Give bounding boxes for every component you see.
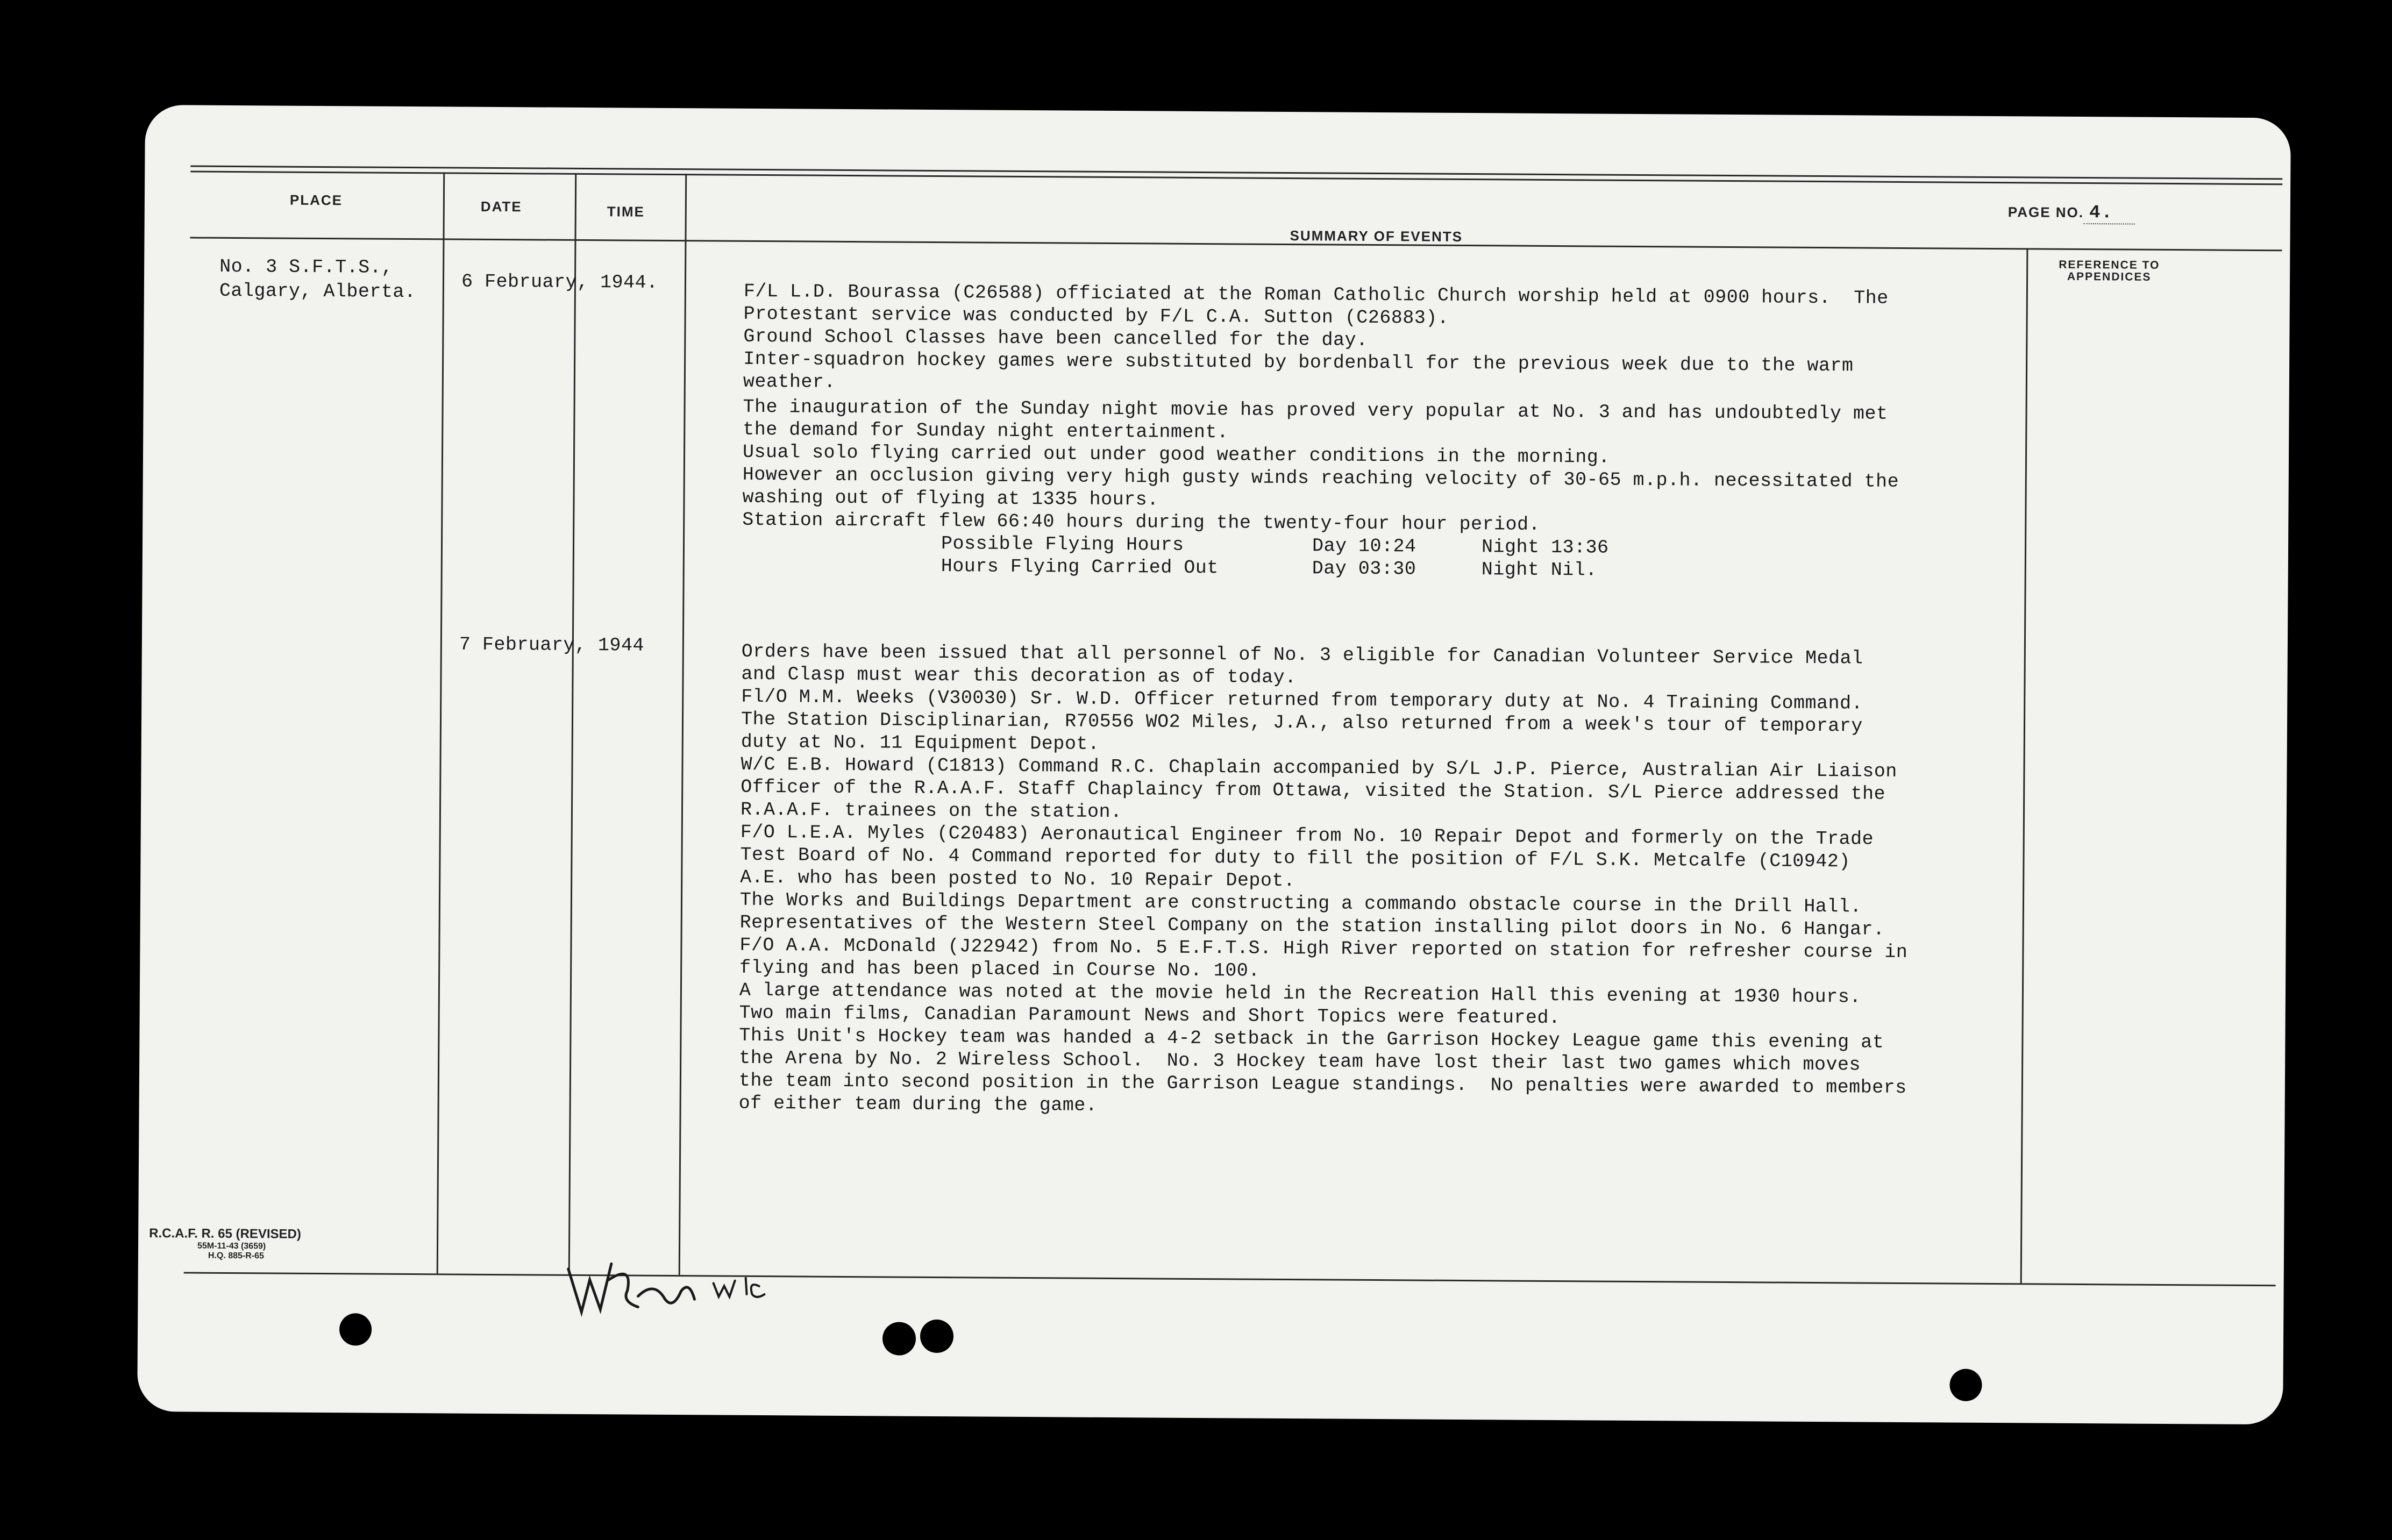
- summary-line: R.A.A.F. trainees on the station.: [740, 798, 1122, 823]
- diary-form-card: [137, 105, 2291, 1424]
- bottom-border-line: [184, 1272, 2276, 1286]
- reference-header-line1: REFERENCE TO: [2059, 258, 2160, 272]
- summary-line: Representatives of the Western Steel Company on the station installing pilot doors in No. 6 Hangar.: [739, 911, 1885, 940]
- summary-line: The Station Disciplinarian, R70556 WO2 Miles, J.A., also returned from a week's tour of temporary: [741, 708, 1863, 737]
- page-number-caption: PAGE NO.: [2007, 204, 2084, 221]
- reference-column-divider: [2020, 248, 2028, 1283]
- summary-line: Protestant service was conducted by F/L C.A. Sutton (C26883).: [743, 303, 1449, 329]
- page-number-value: 4.: [2084, 203, 2135, 225]
- summary-line: flying and has been placed in Course No. 100.: [739, 957, 1260, 982]
- summary-line: A.E. who has been posted to No. 10 Repair Depot.: [740, 866, 1295, 892]
- punch-hole: [339, 1313, 372, 1345]
- time-header: TIME: [607, 203, 645, 220]
- time-column-divider: [679, 174, 687, 1275]
- punch-hole: [920, 1320, 953, 1353]
- entry-date-1: 6 February, 1944.: [461, 270, 658, 294]
- summary-line: duty at No. 11 Equipment Depot.: [741, 731, 1100, 755]
- date-header: DATE: [480, 198, 522, 215]
- summary-line: and Clasp must wear this decoration as of today.: [741, 663, 1297, 689]
- reference-header: [2059, 259, 2160, 283]
- summary-line: the Arena by No. 2 Wireless School. No. 3 Hockey team have lost their last two games which moves: [739, 1047, 1861, 1076]
- summary-header: SUMMARY OF EVENTS: [1290, 227, 1463, 245]
- place-line2: Calgary, Alberta.: [219, 280, 416, 303]
- page-number-label: [2008, 202, 2135, 223]
- flying-hours-night: Night Nil.: [1481, 559, 1597, 581]
- summary-line: Officer of the R.A.A.F. Staff Chaplaincy from Ottawa, visited the Station. S/L Pierce addressed the: [741, 776, 1886, 805]
- summary-line: F/O A.A. McDonald (J22942) from No. 5 E.F.T.S. High River reported on station for refresher course in: [739, 934, 1908, 964]
- summary-line: F/O L.E.A. Myles (C20483) Aeronautical Engineer from No. 10 Repair Depot and formerly on the Trade: [740, 821, 1874, 850]
- form-number-line3: H.Q. 885-R-65: [208, 1251, 265, 1261]
- summary-line: washing out of flying at 1335 hours.: [742, 486, 1159, 511]
- summary-line: the team into second position in the Garrison League standings. No penalties were awarded to members: [738, 1070, 1907, 1099]
- summary-line: A large attendance was noted at the movie held in the Recreation Hall this evening at 1930 hours.: [739, 979, 1861, 1008]
- flying-hours-day: Day 10:24: [1312, 535, 1416, 558]
- form-number-line2: 55M-11-43 (3659): [197, 1241, 266, 1251]
- summary-line: Orders have been issued that all personnel of No. 3 eligible for Canadian Volunteer Service Medal: [741, 640, 1863, 669]
- form-number: [149, 1226, 301, 1261]
- summary-line: Station aircraft flew 66:40 hours during the twenty-four hour period.: [742, 509, 1541, 536]
- summary-line: W/C E.B. Howard (C1813) Command R.C. Chaplain accompanied by S/L J.P. Pierce, Australian Air Liaison: [741, 753, 1897, 782]
- entry-summary-1: [742, 280, 2018, 581]
- summary-line: Fl/O M.M. Weeks (V30030) Sr. W.D. Officer returned from temporary duty at No. 4 Training Command.: [741, 686, 1863, 715]
- entry-date-2: 7 February, 1944: [459, 633, 645, 657]
- flying-hours-label: Hours Flying Carried Out: [941, 555, 1219, 579]
- form-number-line1: R.C.A.F. R. 65 (REVISED): [149, 1226, 301, 1242]
- place-column-divider: [437, 172, 445, 1273]
- summary-line: This Unit's Hockey team was handed a 4-2 setback in the Garrison Hockey League game this evening at: [739, 1024, 1884, 1053]
- summary-line: F/L L.D. Bourassa (C26588) officiated at the Roman Catholic Church worship held at 0900 hours. The: [743, 280, 1889, 309]
- flying-hours-night: Night 13:36: [1481, 536, 1609, 559]
- date-column-divider: [568, 173, 577, 1274]
- header-divider: [190, 237, 2282, 252]
- reference-header-line2: APPENDICES: [2067, 270, 2152, 283]
- summary-line: Ground School Classes have been cancelled for the day.: [743, 325, 1368, 351]
- flying-hours-label: Possible Flying Hours: [941, 533, 1184, 556]
- summary-line: Two main films, Canadian Paramount News and Short Topics were featured.: [739, 1002, 1561, 1029]
- summary-line: Inter-squadron hockey games were substituted by bordenball for the previous week due to the warm: [743, 348, 1854, 377]
- summary-line: However an occlusion giving very high gusty winds reaching velocity of 30-65 m.p.h. necessitated the: [742, 464, 1899, 493]
- summary-line: of either team during the game.: [738, 1092, 1098, 1116]
- summary-line: Usual solo flying carried out under good weather conditions in the morning.: [742, 441, 1610, 468]
- place-line1: No. 3 S.F.T.S.,: [219, 255, 393, 279]
- punch-hole: [882, 1322, 916, 1355]
- summary-line: the demand for Sunday night entertainment.: [743, 418, 1229, 444]
- summary-line: The inauguration of the Sunday night movie has proved very popular at No. 3 and has undoubtedly met: [743, 396, 1888, 425]
- entry-summary-2: [738, 640, 2016, 1116]
- flying-hours-day: Day 03:30: [1312, 558, 1416, 580]
- summary-line: Test Board of No. 4 Command reported for duty to fill the position of F/L S.K. Metcalfe (C10942): [740, 844, 1850, 873]
- summary-line: weather.: [743, 370, 836, 393]
- summary-line: The Works and Buildings Department are constructing a commando obstacle course in the Drill Hall.: [739, 889, 1862, 918]
- handwritten-signature: [557, 1247, 784, 1324]
- punch-hole: [1949, 1369, 1982, 1401]
- place-header: PLACE: [289, 191, 343, 209]
